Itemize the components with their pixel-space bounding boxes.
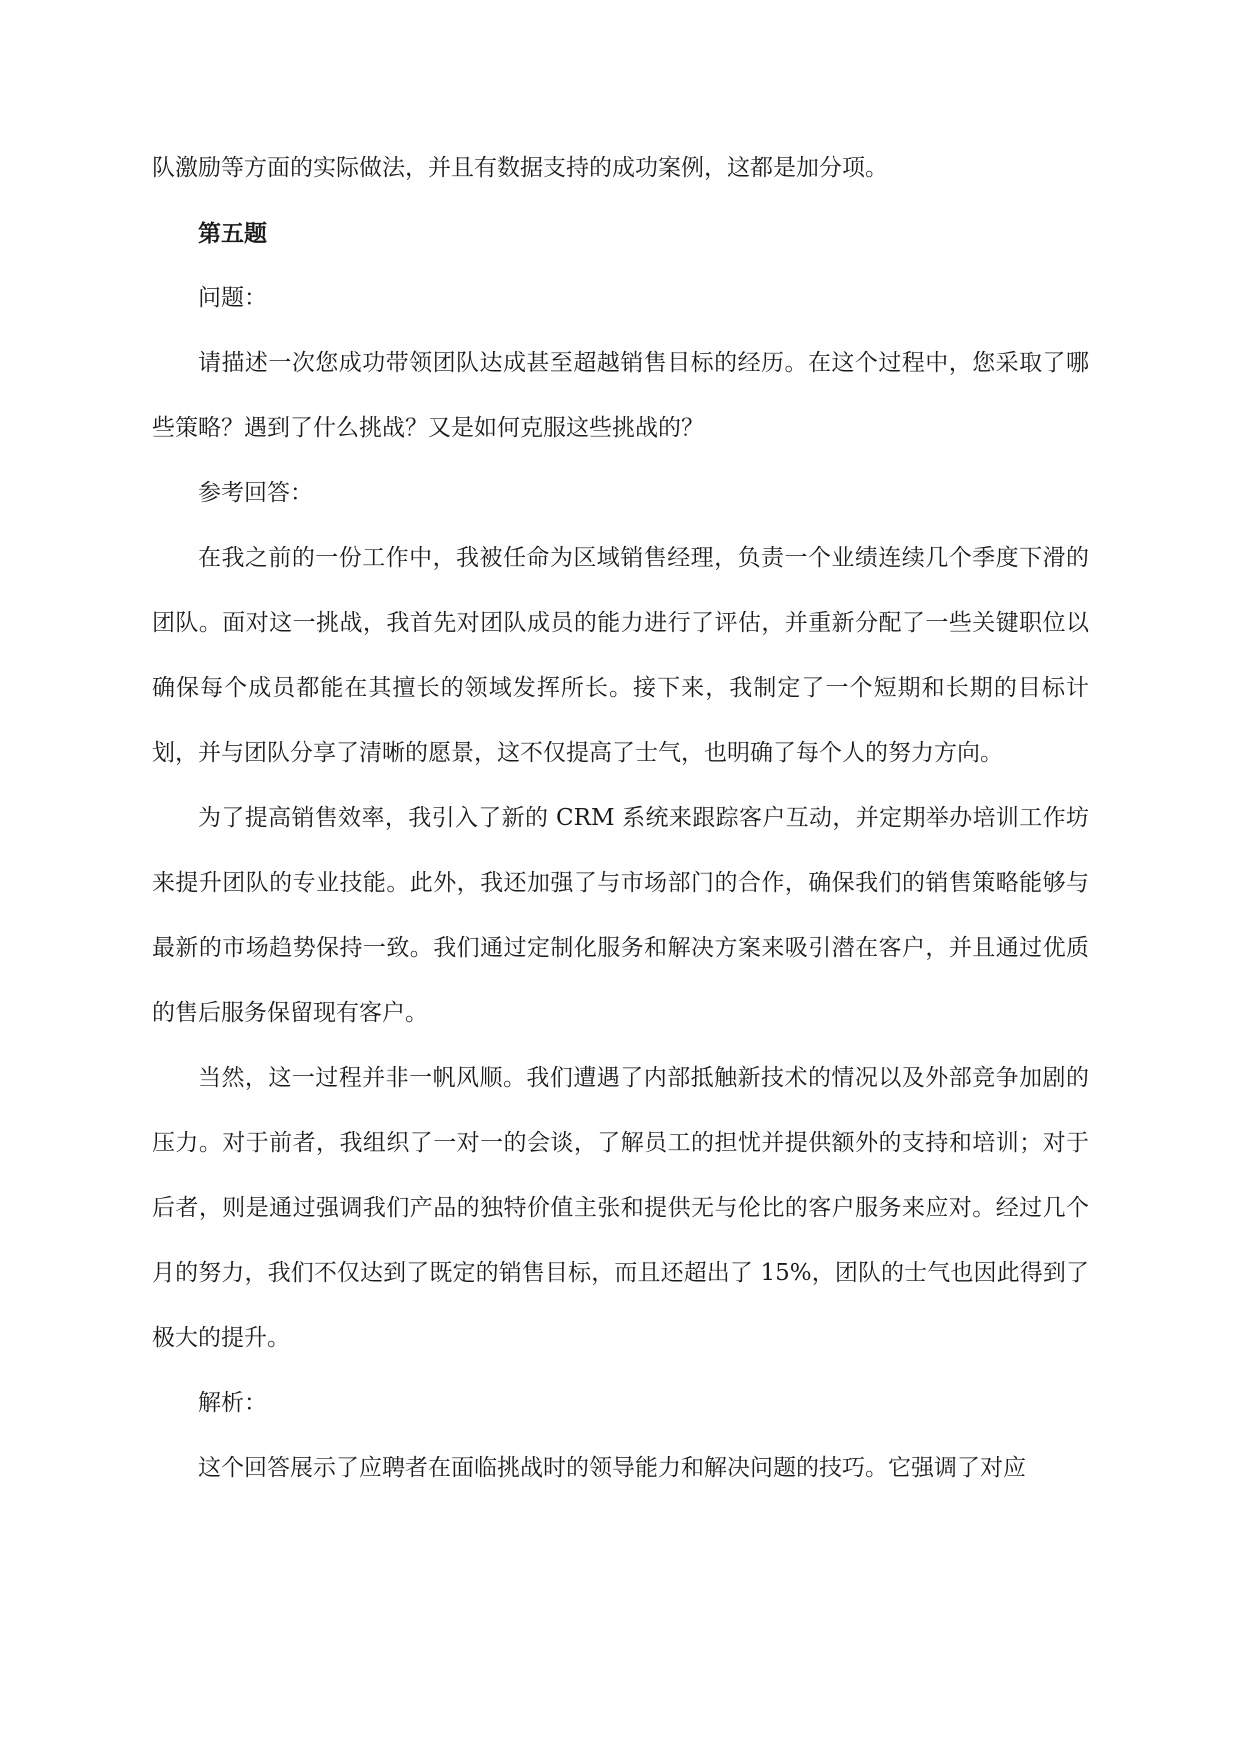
answer-paragraph-1: 在我之前的一份工作中，我被任命为区域销售经理，负责一个业绩连续几个季度下滑的团队。面对这一挑战，我首先对团队成员的能力进行了评估，并重新分配了一些关键职位以确保每个成员都能在其擅长的领域发挥所长。接下来，我制定了一个短期和长期的目标计划，并与团队分享了清晰的愿景，这不仅提高了士气，也明确了每个人的努力方向。: [152, 545, 1089, 766]
analysis-text: 这个回答展示了应聘者在面临挑战时的领导能力和解决问题的技巧。它强调了对应: [198, 1455, 1026, 1481]
answer-paragraph-2: 为了提高销售效率，我引入了新的 CRM 系统来跟踪客户互动，并定期举办培训工作坊来提升团队的专业技能。此外，我还加强了与市场部门的合作，确保我们的销售策略能够与最新的市场趋势保持一致。我们通过定制化服务和解决方案来吸引潜在客户，并且通过优质的售后服务保留现有客户。: [152, 805, 1089, 1026]
document-body: [152, 136, 1089, 1501]
question-heading: 第五题: [198, 220, 267, 247]
question-label: 问题：: [198, 285, 267, 311]
answer-paragraph-3: 当然，这一过程并非一帆风顺。我们遭遇了内部抵触新技术的情况以及外部竞争加剧的压力。对于前者，我组织了一对一的会谈，了解员工的担忧并提供额外的支持和培训；对于后者，则是通过强调我们产品的独特价值主张和提供无与伦比的客户服务来应对。经过几个月的努力，我们不仅达到了既定的销售目标，而且还超出了 15%，团队的士气也因此得到了极大的提升。: [152, 1065, 1089, 1351]
answer-label: 参考回答：: [198, 480, 313, 506]
paragraph-continuation: 队激励等方面的实际做法，并且有数据支持的成功案例，这都是加分项。: [152, 155, 888, 181]
analysis-label: 解析：: [198, 1390, 267, 1416]
question-text: 请描述一次您成功带领团队达成甚至超越销售目标的经历。在这个过程中，您采取了哪些策略？遇到了什么挑战？又是如何克服这些挑战的？: [152, 350, 1089, 441]
